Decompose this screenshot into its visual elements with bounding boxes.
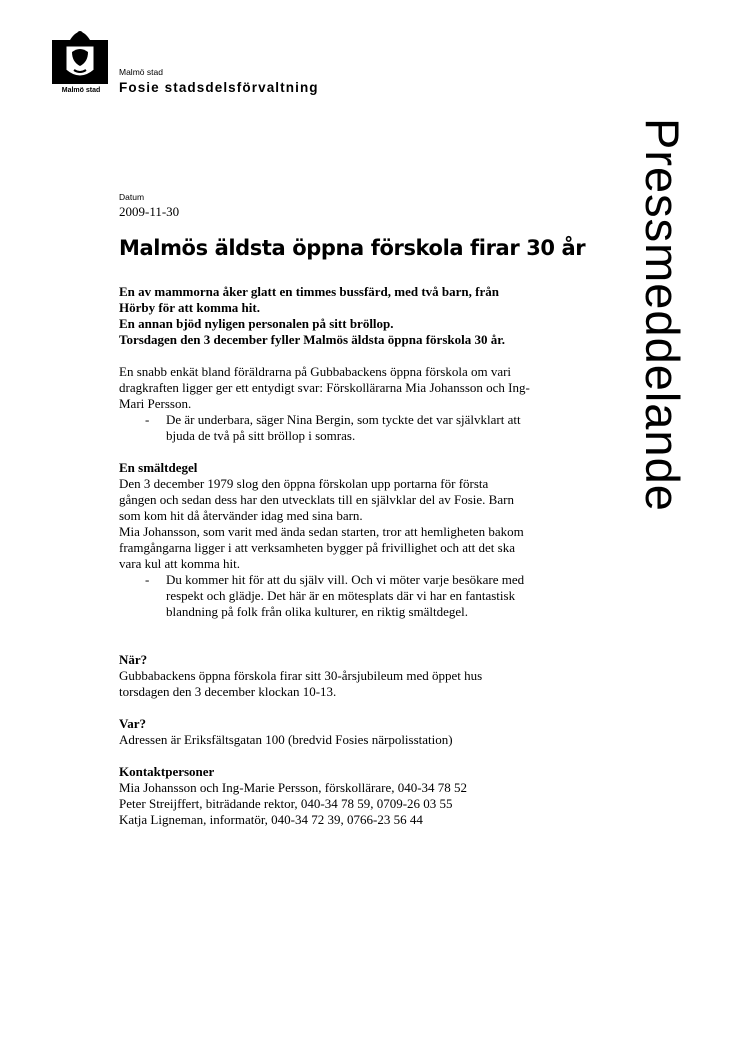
org-city: Malmö stad xyxy=(119,67,163,77)
contact-line: Mia Johansson och Ing-Marie Persson, förskollärare, 040-34 78 52 xyxy=(119,780,468,795)
lead-line: En av mammorna åker glatt en timmes bussfärd, med två barn, från xyxy=(119,284,499,299)
contact-line: Peter Streijffert, biträdande rektor, 040-34 78 59, 0709-26 03 55 xyxy=(119,796,453,811)
lead-line: En annan bjöd nyligen personalen på sitt bröllop. xyxy=(119,316,394,331)
quote-line: blandning på folk från olika kulturer, en riktig smältdegel. xyxy=(166,604,469,619)
intro-line: En snabb enkät bland föräldrarna på Gubbabackens öppna förskola om vari xyxy=(119,364,512,379)
quote-line: Du kommer hit för att du själv vill. Och vi möter varje besökare med xyxy=(166,572,525,587)
section-heading: En smältdegel xyxy=(119,460,198,475)
lead-line: Hörby för att komma hit. xyxy=(119,300,260,315)
contacts-heading: Kontaktpersoner xyxy=(119,764,215,779)
lead-line: Torsdagen den 3 december fyller Malmös äldsta öppna förskola 30 år. xyxy=(119,332,506,347)
lead-paragraph xyxy=(119,284,599,348)
section-line: Mia Johansson, som varit med ända sedan starten, tror att hemligheten bakom xyxy=(119,524,524,539)
quote-line: De är underbara, säger Nina Bergin, som tyckte det var självklart att xyxy=(166,412,521,427)
malmo-coat-of-arms-logo xyxy=(52,26,108,84)
section-paragraph xyxy=(119,524,599,572)
date-label: Datum xyxy=(119,192,145,202)
intro-line: Mari Persson. xyxy=(119,396,192,411)
dash-bullet: - xyxy=(145,412,150,427)
section-line: som kom hit då återvänder idag med sina barn. xyxy=(119,508,363,523)
section-paragraph xyxy=(119,476,599,524)
logo-caption: Malmö stad xyxy=(61,87,101,94)
when-line: Gubbabackens öppna förskola firar sitt 30-årsjubileum med öppet hus xyxy=(119,668,483,683)
section-line: gången och sedan dess har den utvecklats till en självklar del av Fosie. Barn xyxy=(119,492,514,507)
quote-block xyxy=(119,572,599,620)
where-heading: Var? xyxy=(119,716,146,731)
where-line: Adressen är Eriksfältsgatan 100 (bredvid Fosies närpolisstation) xyxy=(119,732,453,747)
section-line: vara kul att komma hit. xyxy=(119,556,240,571)
intro-line: dragkraften ligger ger ett entydigt svar: Förskollärarna Mia Johansson och Ing- xyxy=(119,380,530,395)
document-type-vertical-title: Pressmeddelande xyxy=(636,118,689,512)
date-value: 2009-11-30 xyxy=(119,204,180,219)
quote-line: respekt och glädje. Det här är en mötesplats där vi har en fantastisk xyxy=(166,588,516,603)
contact-line: Katja Ligneman, informatör, 040-34 72 39, 0766-23 56 44 xyxy=(119,812,423,827)
section-line: Den 3 december 1979 slog den öppna förskolan upp portarna för första xyxy=(119,476,489,491)
quote-line: bjuda de två på sitt bröllop i somras. xyxy=(166,428,356,443)
dash-bullet: - xyxy=(145,572,150,587)
org-department: Fosie stadsdelsförvaltning xyxy=(119,80,319,95)
section-line: framgångarna ligger i att verksamheten bygger på frivillighet och att det ska xyxy=(119,540,515,555)
article-body xyxy=(119,284,599,828)
when-heading: När? xyxy=(119,652,148,667)
when-line: torsdagen den 3 december klockan 10-13. xyxy=(119,684,337,699)
intro-paragraph xyxy=(119,364,599,412)
headline: Malmös äldsta öppna förskola firar 30 år xyxy=(119,236,586,260)
quote-block xyxy=(119,412,599,444)
